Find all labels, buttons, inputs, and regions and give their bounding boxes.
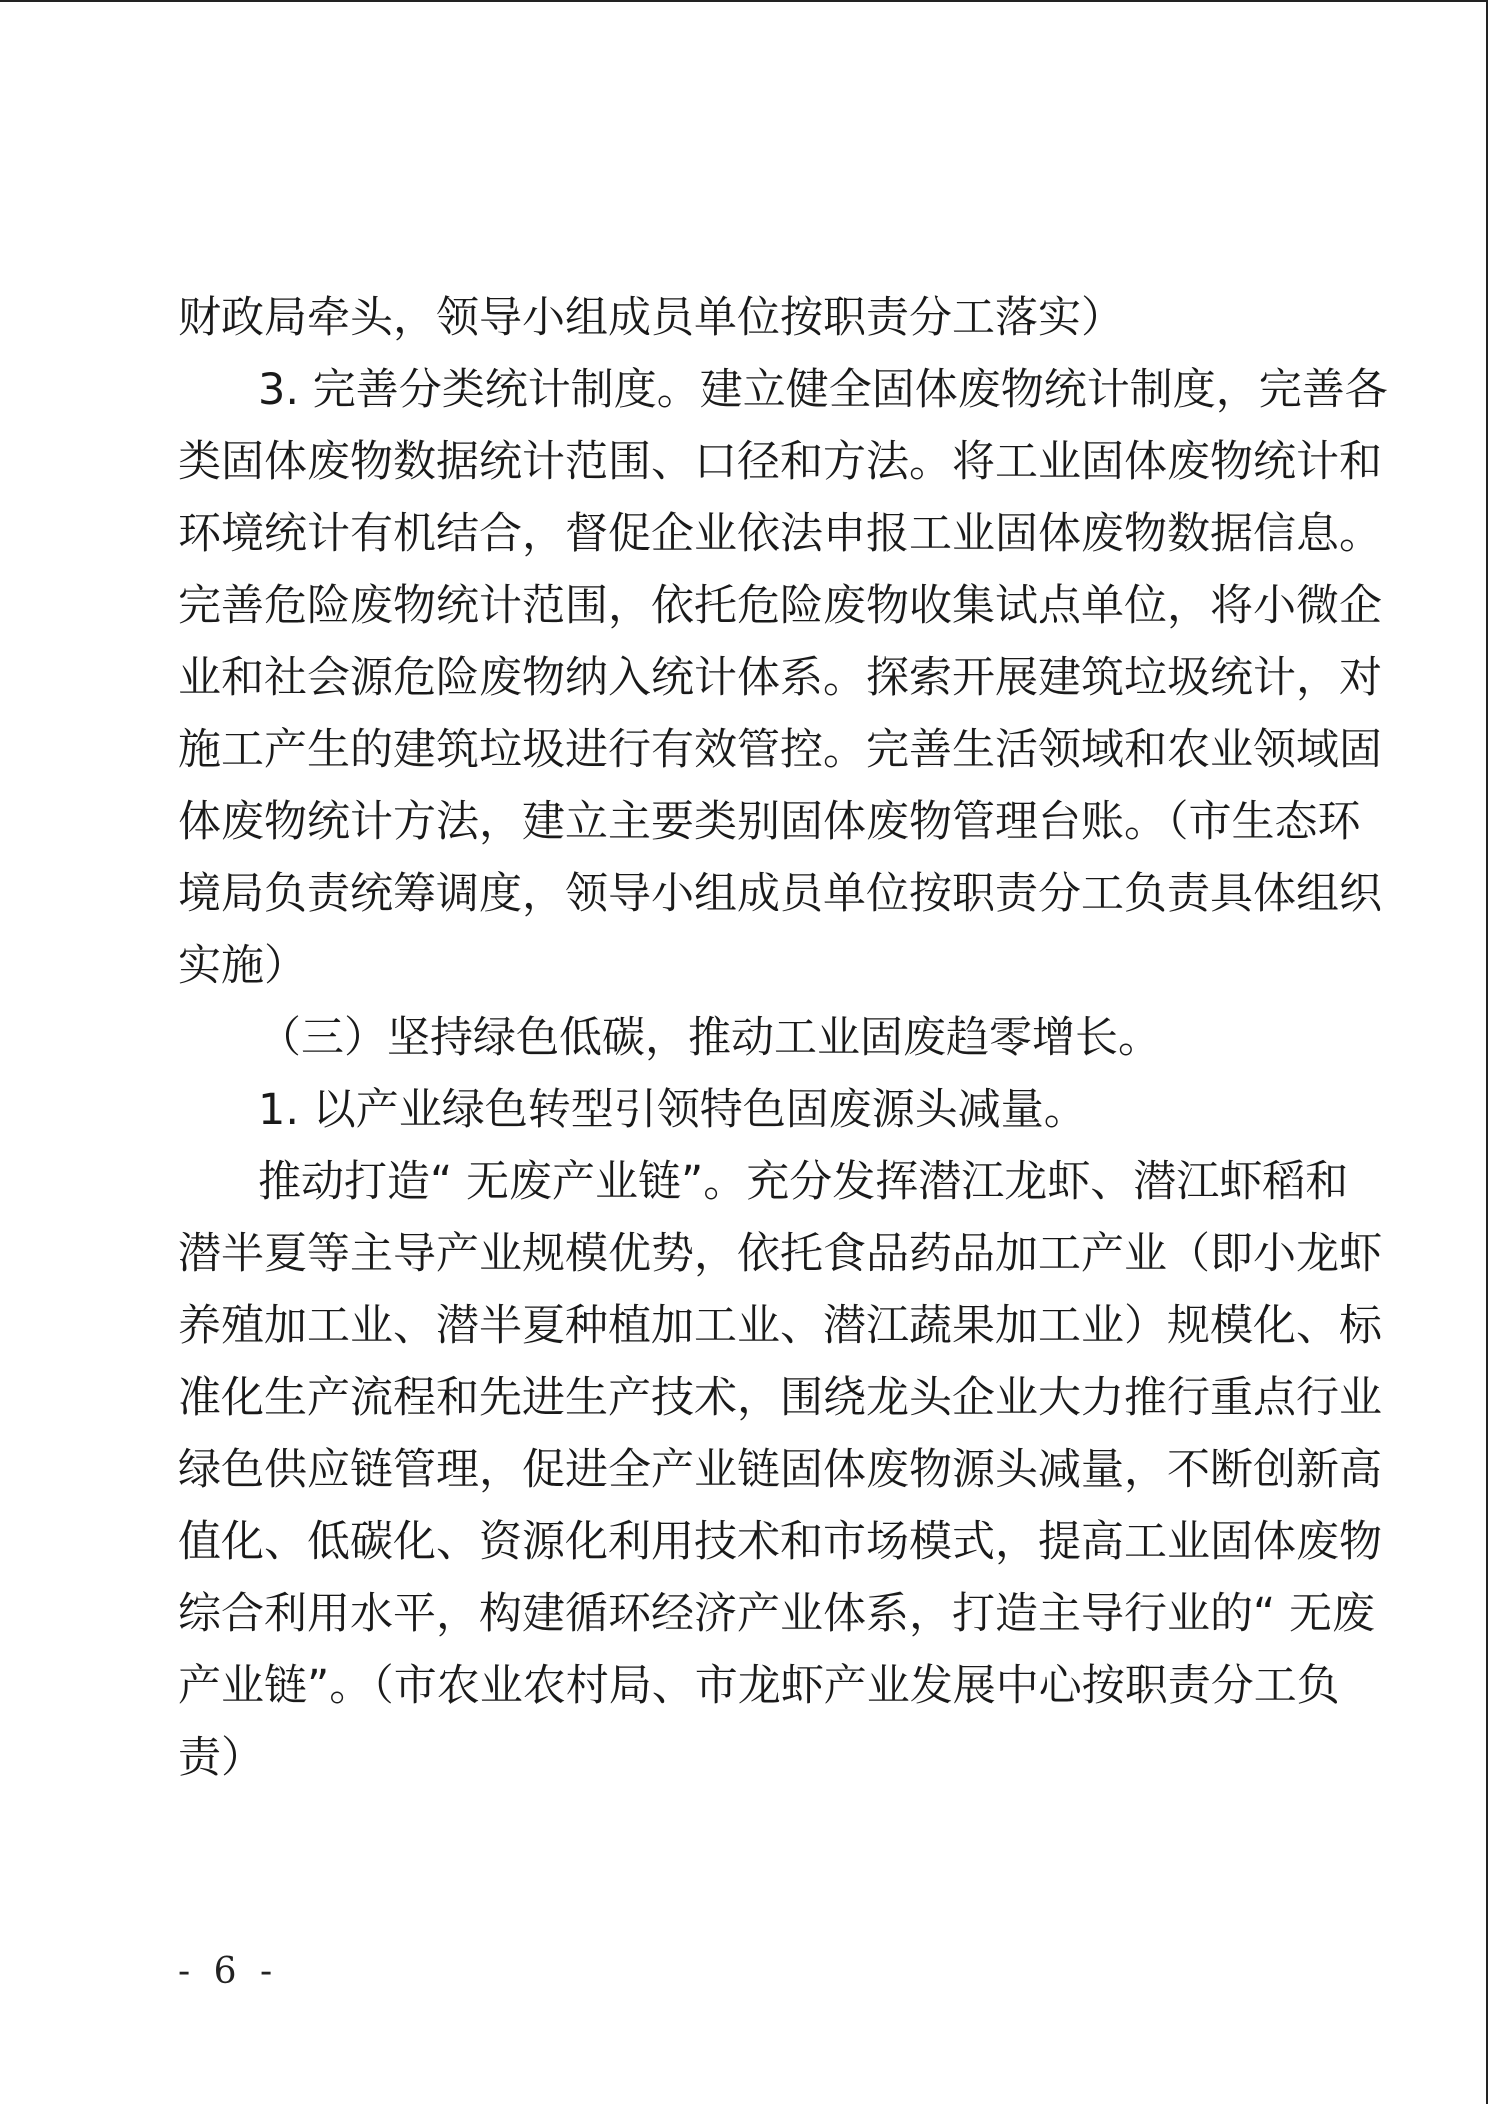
page-number: - 6 -	[178, 1951, 279, 1992]
paragraph-line: 绿色供应链管理，促进全产业链固体废物源头减量，不断创新高	[178, 1445, 1382, 1495]
paragraph-line: 责）	[178, 1733, 264, 1783]
paragraph-line: 境局负责统筹调度，领导小组成员单位按职责分工负责具体组织	[178, 869, 1382, 919]
paragraph-line: 潜半夏等主导产业规模优势，依托食品药品加工产业（即小龙虾	[178, 1229, 1382, 1279]
paragraph-line: 产业链”。（市农业农村局、市龙虾产业发展中心按职责分工负	[178, 1661, 1340, 1711]
paragraph-line: 推动打造“ 无废产业链”。充分发挥潜江龙虾、潜江虾稻和	[258, 1157, 1349, 1207]
paragraph-line: 准化生产流程和先进生产技术，围绕龙头企业大力推行重点行业	[178, 1373, 1382, 1423]
subsection-heading: 1. 以产业绿色转型引领特色固废源头减量。	[258, 1085, 1087, 1135]
paragraph-line: 养殖加工业、潜半夏种植加工业、潜江蔬果加工业）规模化、标	[178, 1301, 1382, 1351]
paragraph-line: 环境统计有机结合，督促企业依法申报工业固体废物数据信息。	[178, 509, 1382, 559]
paragraph-line: 业和社会源危险废物纳入统计体系。探索开展建筑垃圾统计，对	[178, 653, 1382, 703]
paragraph-line: 完善危险废物统计范围，依托危险废物收集试点单位，将小微企	[178, 581, 1382, 631]
paragraph-line: 类固体废物数据统计范围、口径和方法。将工业固体废物统计和	[178, 437, 1382, 487]
paragraph-line: 财政局牵头，领导小组成员单位按职责分工落实）	[178, 293, 1124, 343]
section-heading: （三）坚持绿色低碳，推动工业固废趋零增长。	[258, 1013, 1161, 1063]
paragraph-line: 综合利用水平，构建循环经济产业体系，打造主导行业的“ 无废	[178, 1589, 1375, 1639]
paragraph-line: 施工产生的建筑垃圾进行有效管控。完善生活领域和农业领域固	[178, 725, 1382, 775]
paragraph-line: 3. 完善分类统计制度。建立健全固体废物统计制度，完善各	[258, 365, 1388, 415]
paragraph-line: 实施）	[178, 941, 307, 991]
paragraph-line: 体废物统计方法，建立主要类别固体废物管理台账。（市生态环	[178, 797, 1361, 847]
paragraph-line: 值化、低碳化、资源化利用技术和市场模式，提高工业固体废物	[178, 1517, 1382, 1567]
